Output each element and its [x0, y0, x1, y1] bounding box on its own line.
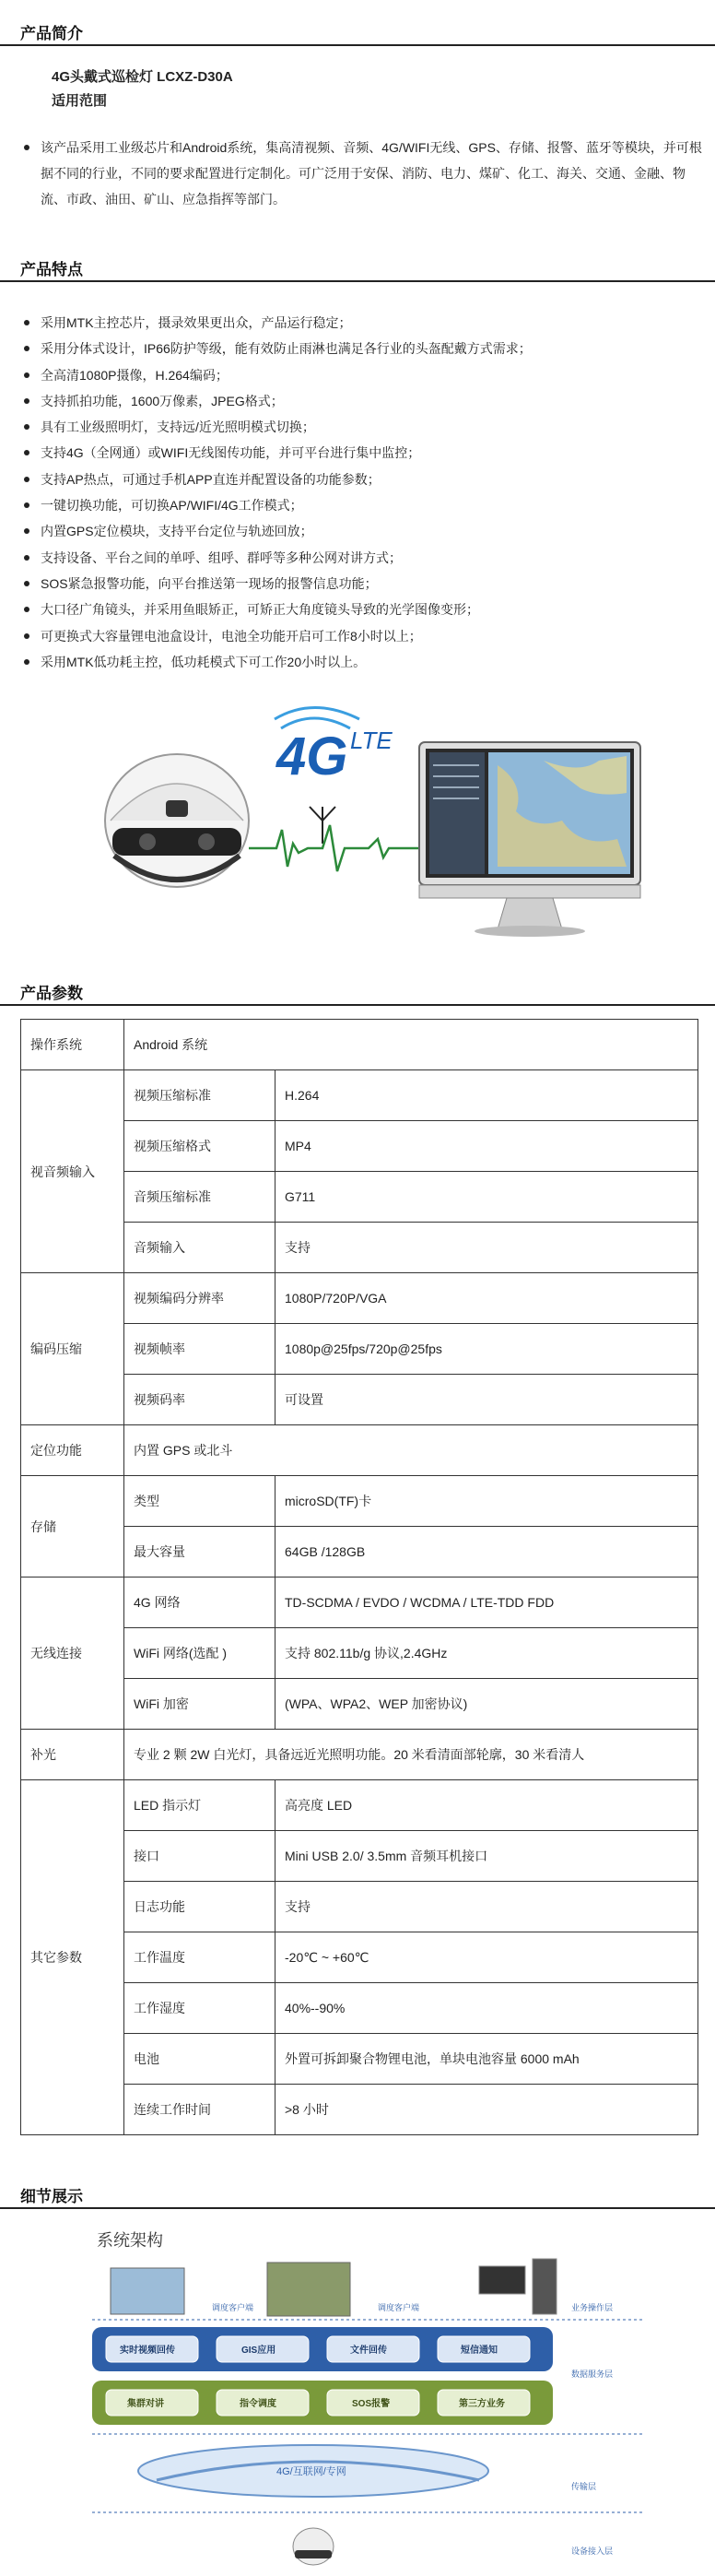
details-heading: 细节展示	[20, 2188, 83, 2205]
helmet-device-icon	[293, 2528, 334, 2565]
spec-value: 支持 802.11b/g 协议,2.4GHz	[275, 1628, 698, 1679]
details-section-header	[0, 2176, 715, 2209]
arch-title: 系统架构	[97, 2231, 163, 2250]
service-box: 第三方业务	[459, 2399, 505, 2409]
spec-value: 40%--90%	[275, 1983, 698, 2034]
feature-item: SOS紧急报警功能，向平台推送第一现场的报警信息功能；	[20, 571, 702, 597]
spec-value: Android 系统	[124, 1020, 698, 1070]
helmet-image	[105, 754, 249, 887]
monitor-image	[419, 742, 640, 937]
signal-wave-icon	[249, 825, 419, 871]
params-section-header	[0, 973, 715, 1006]
spec-value: 支持	[275, 1882, 698, 1932]
spec-value: (WPA、WPA2、WEP 加密协议)	[275, 1679, 698, 1730]
service-box: 文件回传	[350, 2346, 387, 2356]
table-row	[21, 1730, 698, 1780]
table-row	[21, 1273, 698, 1324]
spec-value: 内置 GPS 或北斗	[124, 1425, 698, 1476]
feature-item: 支持抓拍功能，1600万像素，JPEG格式；	[20, 388, 702, 414]
spec-subname: 工作湿度	[124, 1983, 275, 2034]
layer-label-ops: 业务操作层	[571, 2303, 614, 2312]
spec-category: 视音频输入	[21, 1070, 124, 1273]
table-row	[21, 1425, 698, 1476]
table-row	[21, 1020, 698, 1070]
spec-subname: 最大容量	[124, 1527, 275, 1578]
feature-item: 支持设备、平台之间的单呼、组呼、群呼等多种公网对讲方式；	[20, 545, 702, 571]
spec-value: Mini USB 2.0/ 3.5mm 音频耳机接口	[275, 1831, 698, 1882]
layer-label-device: 设备接入层	[571, 2546, 614, 2556]
spec-value: 外置可拆卸聚合物锂电池，单块电池容量 6000 mAh	[275, 2034, 698, 2085]
spec-subname: WiFi 加密	[124, 1679, 275, 1730]
spec-subname: 音频输入	[124, 1223, 275, 1273]
spec-subname: 音频压缩标准	[124, 1172, 275, 1223]
spec-value: -20℃ ~ +60℃	[275, 1932, 698, 1983]
feature-item: 采用分体式设计，IP66防护等级，能有效防止雨淋也满足各行业的头盔配戴方式需求；	[20, 336, 702, 361]
feature-item: 可更换式大容量锂电池盒设计，电池全功能开启可工作8小时以上；	[20, 623, 702, 649]
features-heading: 产品特点	[20, 261, 83, 278]
spec-value: TD-SCDMA / EVDO / WCDMA / LTE-TDD FDD	[275, 1578, 698, 1628]
intro-paragraph	[20, 135, 702, 212]
spec-value: >8 小时	[275, 2085, 698, 2135]
spec-category: 定位功能	[21, 1425, 124, 1476]
feature-item: 大口径广角镜头，并采用鱼眼矫正，可矫正大角度镜头导致的光学图像变形；	[20, 597, 702, 622]
feature-item: 采用MTK主控芯片，摄录效果更出众，产品运行稳定；	[20, 310, 702, 336]
scope-label: 适用范围	[52, 93, 108, 109]
spec-value: 1080p@25fps/720p@25fps	[275, 1324, 698, 1375]
params-heading-rule	[0, 1004, 715, 1006]
spec-subname: 视频压缩标准	[124, 1070, 275, 1121]
service-box: 实时视频回传	[120, 2346, 175, 2356]
service-box: 短信通知	[461, 2346, 498, 2356]
spec-table	[20, 1019, 698, 2135]
client-map-thumbnail	[111, 2268, 184, 2314]
feature-item: 内置GPS定位模块，支持平台定位与轨迹回放；	[20, 518, 702, 544]
spec-value: 1080P/720P/VGA	[275, 1273, 698, 1324]
service-box: 集群对讲	[127, 2399, 164, 2409]
spec-value: 64GB /128GB	[275, 1527, 698, 1578]
features-section-header	[0, 249, 715, 282]
spec-subname: 电池	[124, 2034, 275, 2085]
intro-section-header	[0, 13, 715, 46]
layer-label-data: 数据服务层	[571, 2369, 614, 2379]
spec-value: 可设置	[275, 1375, 698, 1425]
intro-text: 该产品采用工业级芯片和Android系统，集高清视频、音频、4G/WIFI无线、GPS、存储、报警、蓝牙等模块，并可根据不同的行业，不同的要求配置进行定制化。可广泛用于安保、消防、电力、煤矿、化工、海关、交通、金融、物流、市政、油田、矿山、应急指挥等部门。	[41, 140, 702, 207]
service-box: SOS报警	[352, 2399, 391, 2409]
satellite-thumbnail	[267, 2263, 350, 2316]
spec-category: 存储	[21, 1476, 124, 1578]
spec-category: 操作系统	[21, 1020, 124, 1070]
spec-value: microSD(TF)卡	[275, 1476, 698, 1527]
client-label-1: 调度客户端	[212, 2303, 254, 2312]
details-heading-rule	[0, 2207, 715, 2209]
table-row	[21, 1780, 698, 1831]
feature-item: 支持4G（全网通）或WIFI无线图传功能，并可平台进行集中监控；	[20, 440, 702, 466]
spec-value: 专业 2 颗 2W 白光灯，具备远近光照明功能。20 米看清面部轮廓，30 米看清人	[124, 1730, 698, 1780]
feature-item: 具有工业级照明灯，支持远/近光照明模式切换；	[20, 414, 702, 440]
spec-subname: LED 指示灯	[124, 1780, 275, 1831]
server-icon	[479, 2259, 557, 2314]
table-row	[21, 1476, 698, 1527]
feature-item: 支持AP热点，可通过手机APP直连并配置设备的功能参数；	[20, 467, 702, 492]
spec-value: 支持	[275, 1223, 698, 1273]
product-illustration	[101, 691, 654, 940]
feature-item: 全高清1080P摄像，H.264编码；	[20, 362, 702, 388]
spec-subname: 工作温度	[124, 1932, 275, 1983]
table-row	[21, 1578, 698, 1628]
system-architecture-diagram	[92, 2250, 645, 2576]
params-heading: 产品参数	[20, 985, 83, 1002]
badge-4g: 4G	[276, 727, 348, 786]
network-label: 4G/互联网/专网	[276, 2466, 346, 2477]
intro-heading: 产品简介	[20, 25, 83, 42]
spec-subname: WiFi 网络(选配 )	[124, 1628, 275, 1679]
features-heading-rule	[0, 280, 715, 282]
spec-value: 高亮度 LED	[275, 1780, 698, 1831]
spec-value: G711	[275, 1172, 698, 1223]
service-box: 指令调度	[240, 2399, 276, 2409]
spec-subname: 视频压缩格式	[124, 1121, 275, 1172]
feature-item: 一键切换功能，可切换AP/WIFI/4G工作模式；	[20, 492, 702, 518]
features-list	[20, 310, 702, 675]
spec-subname: 视频编码分辨率	[124, 1273, 275, 1324]
spec-subname: 日志功能	[124, 1882, 275, 1932]
spec-subname: 视频帧率	[124, 1324, 275, 1375]
spec-subname: 类型	[124, 1476, 275, 1527]
spec-subname: 4G 网络	[124, 1578, 275, 1628]
product-name: 4G头戴式巡检灯 LCXZ-D30A	[52, 69, 233, 85]
badge-lte: LTE	[350, 727, 393, 754]
spec-value: MP4	[275, 1121, 698, 1172]
bullet-icon	[24, 145, 29, 150]
spec-subname: 接口	[124, 1831, 275, 1882]
layer-label-transport: 传输层	[571, 2482, 597, 2491]
spec-value: H.264	[275, 1070, 698, 1121]
client-label-2: 调度客户端	[378, 2303, 420, 2312]
spec-subname: 连续工作时间	[124, 2085, 275, 2135]
feature-item: 采用MTK低功耗主控，低功耗模式下可工作20小时以上。	[20, 649, 702, 675]
table-row	[21, 1070, 698, 1121]
spec-category: 无线连接	[21, 1578, 124, 1730]
service-box: GIS应用	[241, 2346, 276, 2356]
spec-subname: 视频码率	[124, 1375, 275, 1425]
intro-heading-rule	[0, 44, 715, 46]
spec-category: 其它参数	[21, 1780, 124, 2135]
spec-category: 补光	[21, 1730, 124, 1780]
spec-category: 编码压缩	[21, 1273, 124, 1425]
